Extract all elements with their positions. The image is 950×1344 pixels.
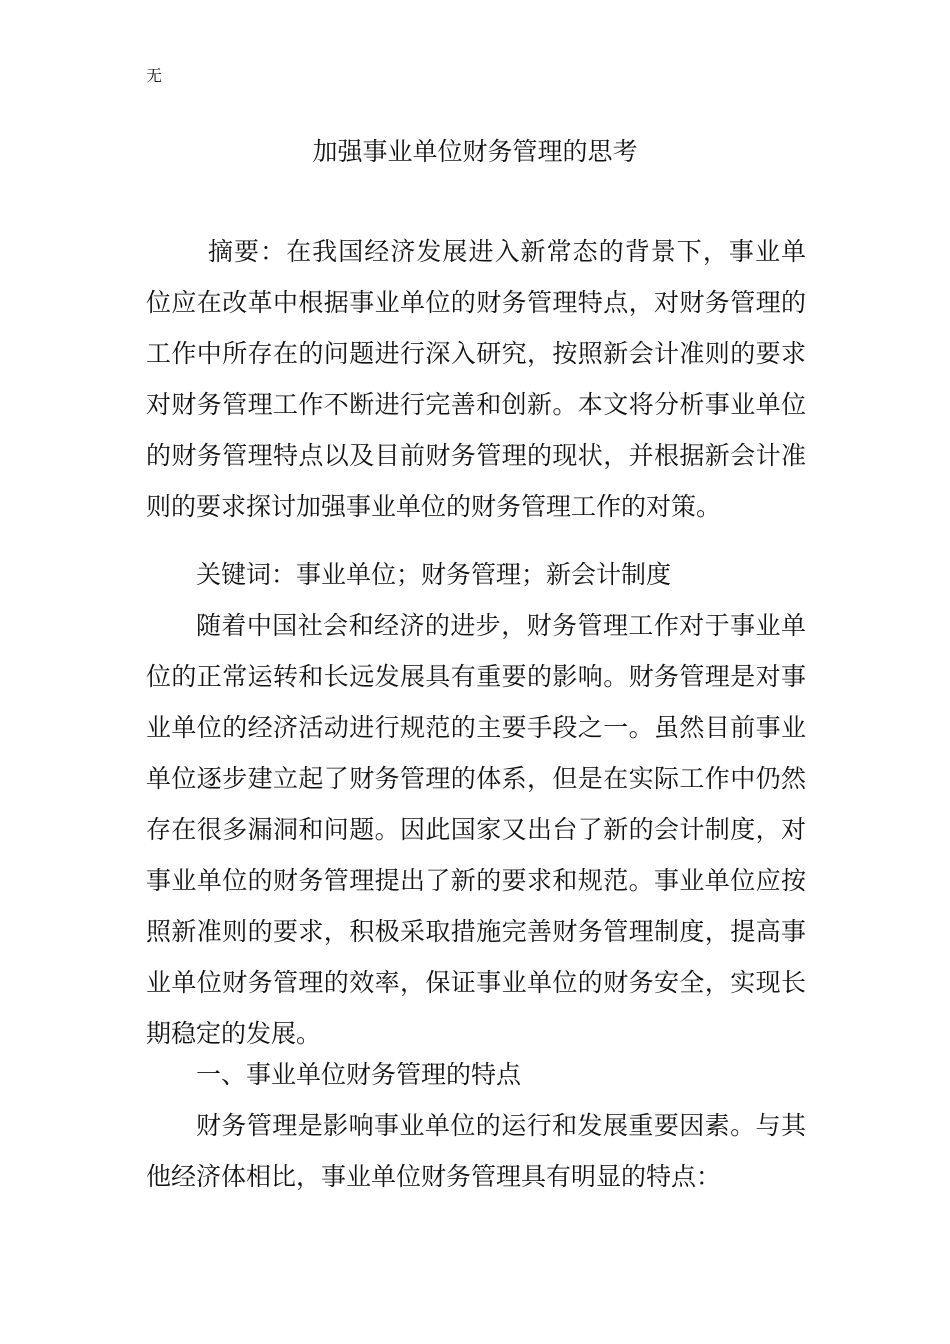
- header-mark: 无: [146, 66, 163, 85]
- abstract-paragraph: 摘要：在我国经济发展进入新常态的背景下，事业单位应在改革中根据事业单位的财务管理特点，对财务管理的工作中所存在的问题进行深入研究，按照新会计准则的要求对财务管理工作不断进行完善和创新。本文将分析事业单位的财务管理特点以及目前财务管理的现状，并根据新会计准则的要求探讨加强事业单位的财务管理工作的对策。: [146, 237, 806, 521]
- document-title: 加强事业单位财务管理的思考: [312, 137, 638, 166]
- intro-paragraph: 随着中国社会和经济的进步，财务管理工作对于事业单位的正常运转和长远发展具有重要的影响。财务管理是对事业单位的经济活动进行规范的主要手段之一。虽然目前事业单位逐步建立起了财务管理的体系，但是在实际工作中仍然存在很多漏洞和问题。因此国家又出台了新的会计制度，对事业单位的财务管理提出了新的要求和规范。事业单位应按照新准则的要求，积极采取措施完善财务管理制度，提高事业单位财务管理的效率，保证事业单位的财务安全，实现长期稳定的发展。: [146, 611, 806, 1048]
- keywords-line: 关键词：事业单位；财务管理；新会计制度: [196, 560, 672, 589]
- section-heading: 一、事业单位财务管理的特点: [196, 1060, 522, 1089]
- section-body-paragraph: 财务管理是影响事业单位的运行和发展重要因素。与其他经济体相比，事业单位财务管理具有明显的特点：: [146, 1111, 806, 1191]
